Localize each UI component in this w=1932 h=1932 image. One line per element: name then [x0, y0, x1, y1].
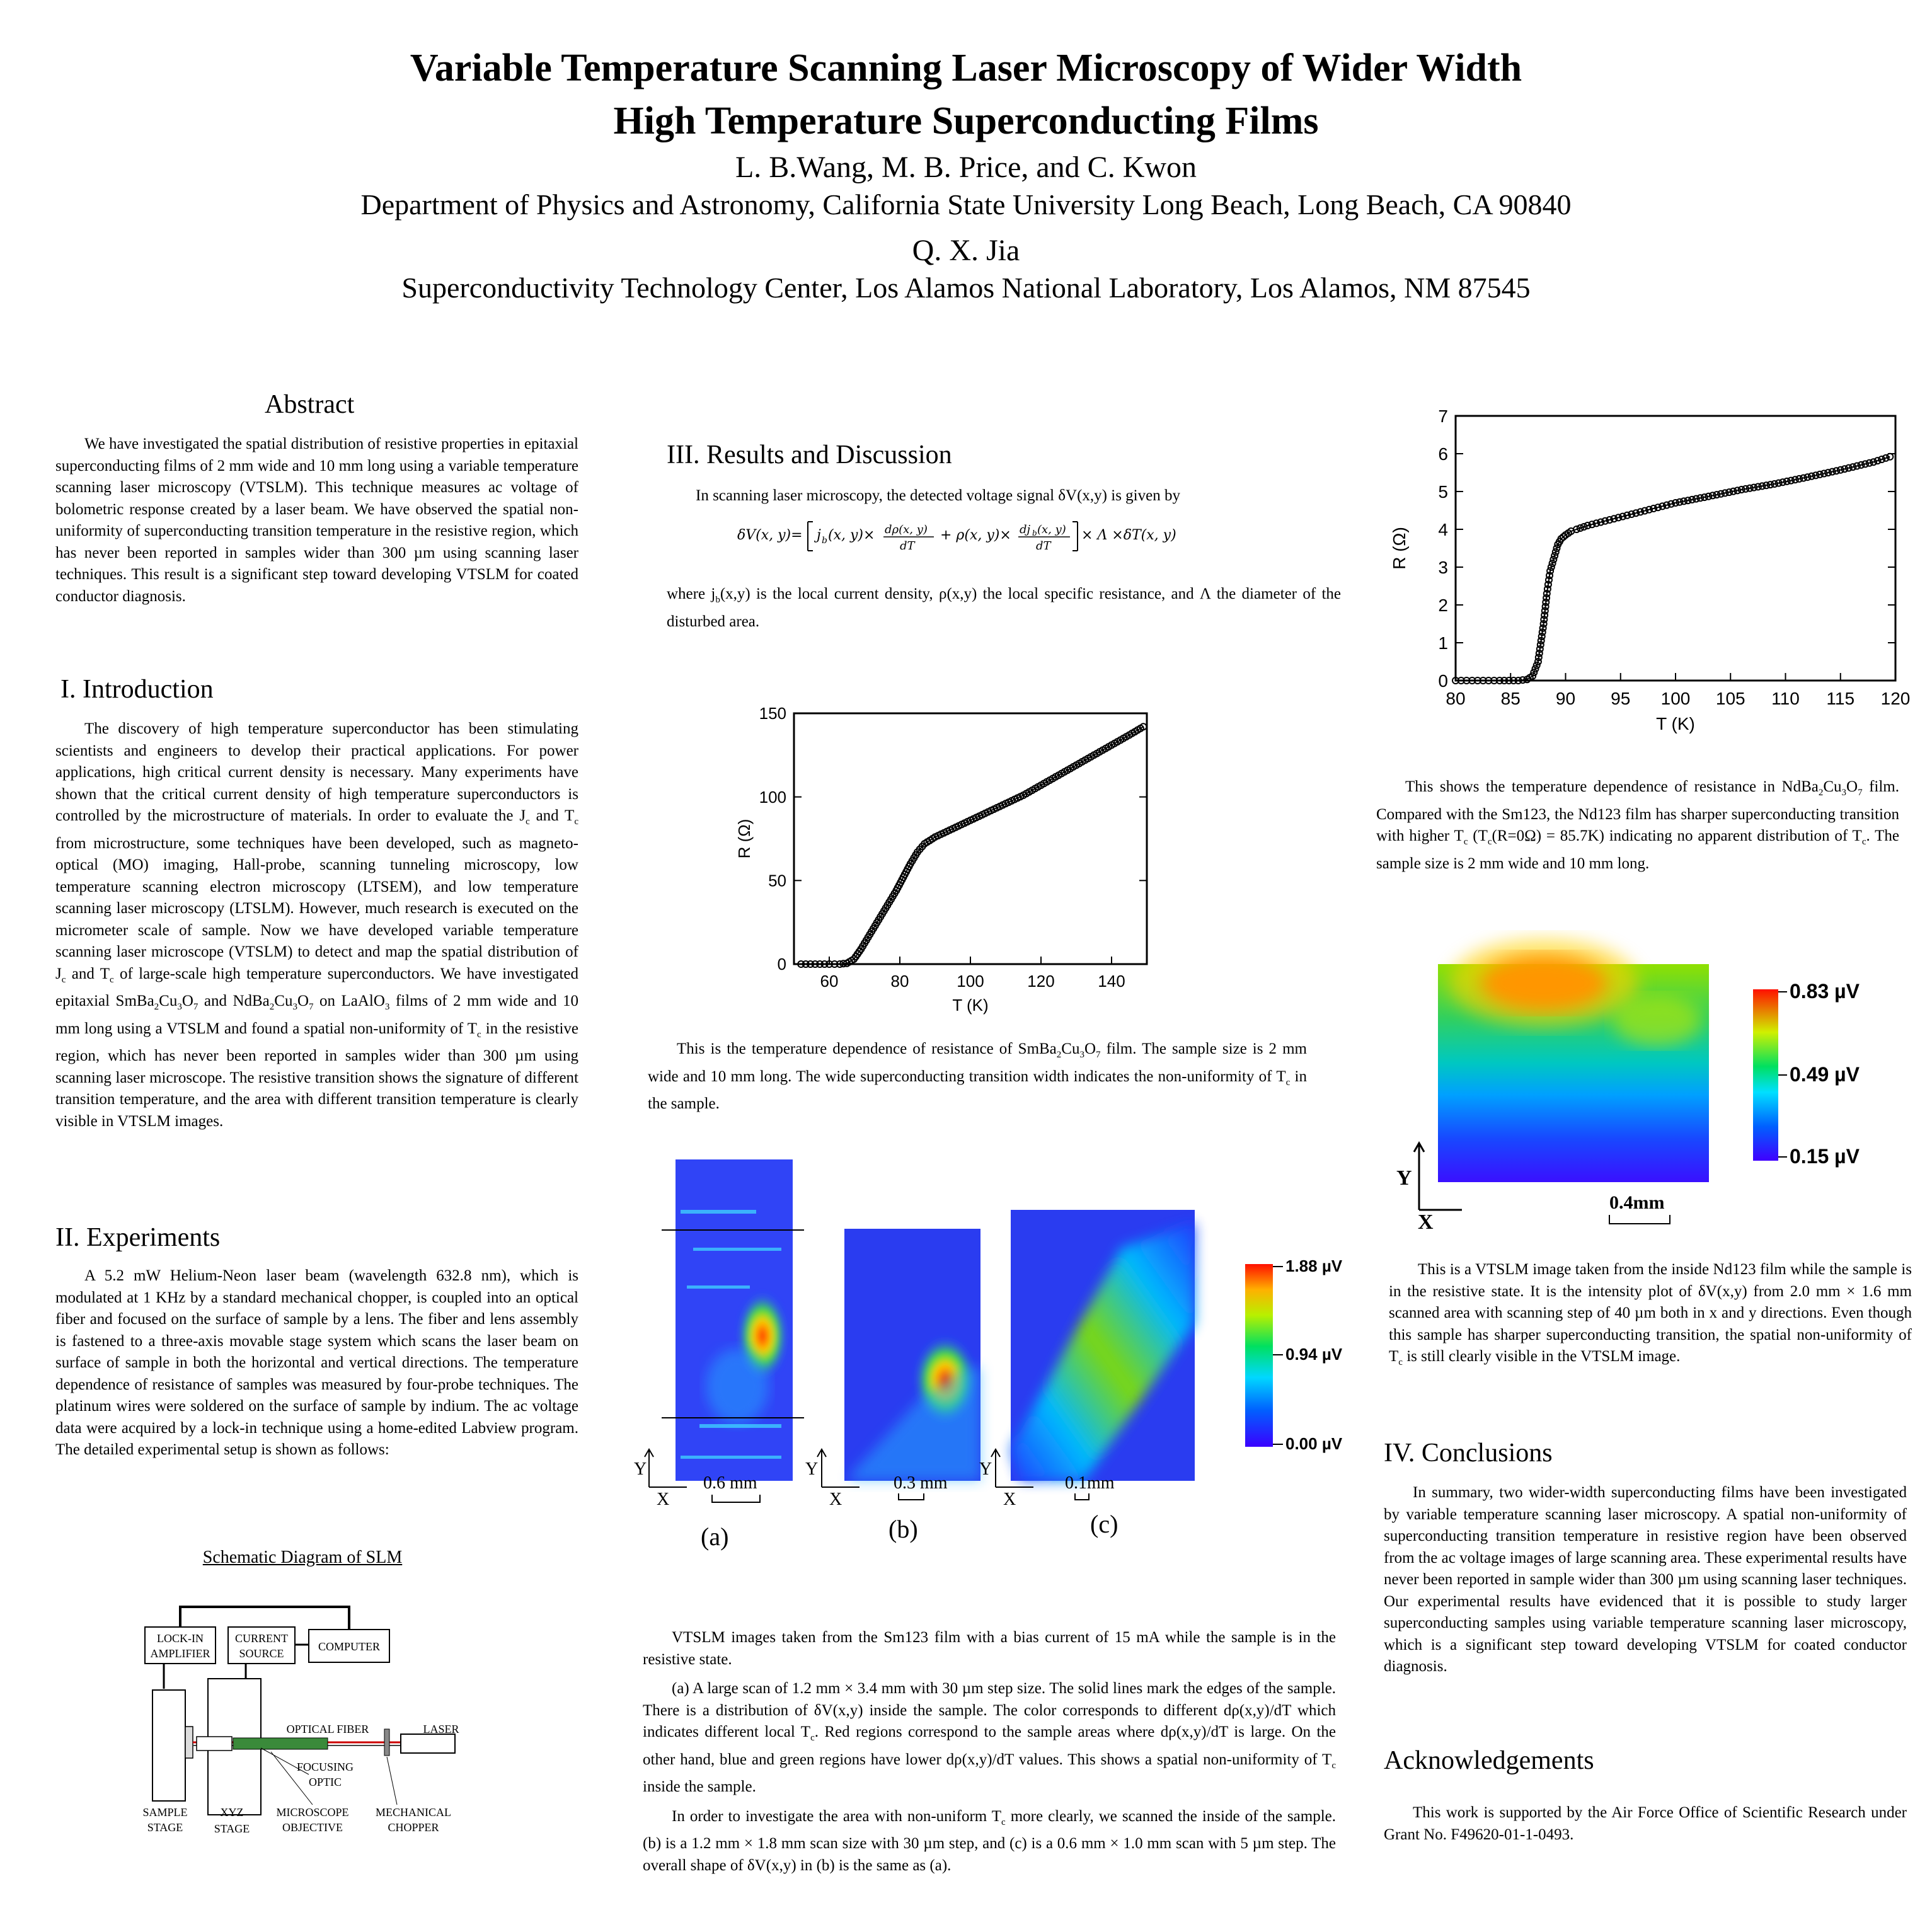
microscope-label-2: OBJECTIVE [282, 1821, 343, 1834]
x-tick-label: 100 [1660, 689, 1691, 708]
mechanical-chopper [384, 1729, 389, 1756]
svg-text:j: j [817, 527, 821, 543]
authors-secondary: Q. X. Jia [912, 234, 1020, 267]
y-tick-label: 7 [1438, 406, 1448, 426]
sample-stage-label-1: SAMPLE [142, 1806, 188, 1819]
computer-label: COMPUTER [318, 1640, 381, 1653]
svg-text:X: X [829, 1490, 842, 1509]
colorbar-mid: 0.94 µV [1285, 1345, 1343, 1364]
lock-in-label-1: LOCK-IN [157, 1632, 204, 1645]
title-line-2: High Temperature Superconducting Films [613, 100, 1319, 142]
nd123-resistance-chart [1380, 403, 1922, 769]
x-tick-label: 120 [1027, 972, 1055, 991]
x-axis-label: T (K) [952, 996, 989, 1015]
scale-b: 0.3 mm [894, 1473, 948, 1493]
nd-colorbar-mid: 0.49 µV [1790, 1063, 1860, 1086]
svg-text:δV(x, y)=: δV(x, y)= [737, 527, 803, 543]
optical-fiber-label: OPTICAL FIBER [286, 1723, 369, 1735]
abstract-text: We have investigated the spatial distribution of resistive properties in epitaxial superconducting films of 2 mm wide and 10 mm long using a variable temperature scanning laser microscopy (VTSLM). This technique measures ac voltage of bolometric response created by a laser beam. We have observed the spatial non-uniformity of superconducting transition temperature in the resistive region, which has never been reported in samples wider than 300 µm using scanning laser techniques. This result is a significant step toward developing VTSLM for coated conductor diagnosis. [55, 435, 578, 605]
sample-stage-label-2: STAGE [147, 1821, 183, 1834]
xyz-stage-label-1: XYZ [220, 1806, 244, 1819]
label-c: (c) [1090, 1510, 1118, 1538]
scale-a: 0.6 mm [703, 1473, 757, 1493]
y-tick-label: 50 [768, 871, 786, 890]
plot-frame [794, 713, 1147, 964]
affiliation-primary: Department of Physics and Astronomy, California State University Long Beach, Long Beach, CA 90840 [360, 188, 1572, 221]
affiliation-secondary: Superconductivity Technology Center, Los Alamos National Laboratory, Los Alamos, NM 87545 [401, 272, 1531, 304]
y-axis-label: R (Ω) [735, 819, 754, 859]
y-tick-label: 3 [1438, 557, 1448, 577]
introduction-heading: I. Introduction [60, 675, 214, 704]
focusing-label-2: OPTIC [308, 1776, 342, 1788]
svg-text:Y: Y [805, 1459, 819, 1479]
laser-label: LASER [423, 1723, 459, 1735]
xyz-stage-label-2: STAGE [214, 1822, 250, 1835]
x-tick-label: 95 [1611, 689, 1631, 708]
y-tick-label: 6 [1438, 444, 1448, 464]
x-tick-label: 80 [1446, 689, 1466, 708]
y-tick-label: 4 [1438, 519, 1448, 539]
nd-colorbar-max: 0.83 µV [1790, 980, 1860, 1003]
introduction-body [55, 718, 578, 1132]
y-tick-label: 2 [1438, 595, 1448, 615]
optical-fiber [233, 1738, 328, 1749]
lock-in-label-2: AMPLIFIER [150, 1647, 210, 1660]
colorbar-min: 0.00 µV [1285, 1434, 1343, 1453]
vtslm-image-a [662, 1159, 804, 1481]
svg-text:b: b [822, 536, 827, 546]
vtslm-caption: VTSLM images taken from the Sm123 film with a bias current of 15 mA while the sample is in the resistive state. (a) A large scan of 1.2 mm × 3.4 mm with 30 µm step size. The solid lines mark the edges of the sample. There is a distribution of δV(x,y) inside the sample. The color corresponds to different dρ(x,y)/dT which indicates different local $T_c$. Red regions correspond to the sample areas where dρ(x,y)/dT is large. On the other hand, blue and green regions have lower dρ(x,y)/dT values. This shows a spatial non-uniformity of $T_c$ inside the sample. In order to investigate the area with non-uniform $T_c$ more clearly, we scanned the inside of the sample. (b) is a 1.2 mm × 1.8 mm scan size with 30 µm step, and (c) is a 0.6 mm × 1.0 mm scan with 5 µm step. The overall shape of δV(x,y) in (b) is the same as (a). [643, 1629, 1336, 1874]
focusing-label-1: FOCUSING [296, 1761, 354, 1773]
svg-text:Y: Y [634, 1459, 647, 1479]
y-tick-label: 100 [759, 787, 786, 807]
x-tick-label: 115 [1826, 689, 1855, 708]
conclusions-text: In summary, two wider-width superconducting films have been investigated by variable temperature scanning laser microscopy. A spatial non-uniformity of superconducting transition temperature in resistive region have been observed from the ac voltage images of large scanning area. These experimental results have never been reported in sample wider than 300 µm using scanning laser techniques. Our experimental results have evidenced that it is possible to study larger superconducting samples using variable temperature scanning laser microscopy, which is a significant step toward developing VTSLM for coated conductor diagnosis. [1384, 1484, 1907, 1675]
vtslm-image-b [844, 1229, 980, 1481]
chopper-label-1: MECHANICAL [376, 1806, 451, 1819]
acknowledgements-text: This work is supported by the Air Force Office of Scientific Research under Grant No. F49620-01-1-0493. [1384, 1804, 1907, 1843]
x-tick-label: 110 [1771, 689, 1800, 708]
x-axis-label: T (K) [1656, 714, 1695, 733]
conclusions-body [1384, 1482, 1907, 1678]
y-tick-label: 5 [1438, 481, 1448, 502]
abstract-heading: Abstract [265, 390, 355, 419]
svg-text:X: X [1418, 1210, 1434, 1234]
colorbar-max: 1.88 µV [1285, 1256, 1343, 1275]
acknowledgements-heading: Acknowledgements [1384, 1746, 1594, 1775]
sm123-resistance-chart [718, 699, 1159, 1027]
svg-text:dT: dT [1036, 539, 1051, 553]
title-line-1: Variable Temperature Scanning Laser Microscopy of Wider Width [410, 47, 1522, 89]
sm123-caption: This is the temperature dependence of resistance of $SmBa_2Cu_3O_7$ film. The sample size is 2 mm wide and 10 mm long. The wide superconducting transition width indicates the non-uniformity of $T_c$ in the sample. [648, 1040, 1308, 1112]
experiments-body [55, 1265, 578, 1461]
nd-scale-bar: 0.4mm [1609, 1192, 1665, 1213]
y-tick-label: 1 [1438, 633, 1448, 653]
poster-title [0, 42, 1932, 147]
x-tick-label: 140 [1098, 972, 1125, 991]
nd123-vtslm-image [1393, 964, 1928, 1234]
schematic-diagram [126, 1594, 479, 1834]
nd123-image-caption: This is a VTSLM image taken from the inside Nd123 film while the sample is in the resistive state. It is the intensity plot of δV(x,y) from 2.0 mm × 1.6 mm scanned area with scanning step of 40 µm both in x and y directions. Even though this sample has sharper superconducting transition, the spatial non-uniformity of $T_c$ is still clearly visible in the VTSLM image. [1389, 1261, 1912, 1367]
microscope-label-1: MICROSCOPE [276, 1806, 349, 1819]
current-label-1: CURRENT [234, 1632, 289, 1645]
svg-text:dj: dj [1020, 523, 1031, 536]
svg-text:× Λ ×δT(x, y): × Λ ×δT(x, y) [1081, 527, 1176, 543]
svg-text:dρ(x, y): dρ(x, y) [885, 523, 928, 536]
chopper-label-2: CHOPPER [388, 1821, 439, 1834]
results-intro: In scanning laser microscopy, the detected voltage signal δV(x,y) is given by [696, 487, 1180, 504]
x-tick-label: 90 [1555, 689, 1576, 708]
results-heading: III. Results and Discussion [667, 440, 952, 469]
svg-text:+ ρ(x, y)×: + ρ(x, y)× [940, 527, 1011, 543]
x-tick-label: 105 [1715, 689, 1745, 708]
experiments-heading: II. Experiments [55, 1223, 221, 1252]
y-tick-label: 0 [777, 955, 786, 974]
svg-text:b: b [1032, 529, 1037, 538]
svg-text:Y: Y [979, 1459, 992, 1479]
signal-equation [737, 517, 1176, 555]
plot-frame [1456, 416, 1895, 681]
sm123-vtslm-images [634, 1159, 1361, 1575]
data-point [1887, 454, 1893, 460]
results-where: where $j_b(x,y)$ is the local current density, ρ(x,y) the local specific resistance, and Λ the diameter of the disturbed area. [667, 585, 1341, 630]
label-a: (a) [701, 1522, 729, 1551]
schematic-title: Schematic Diagram of SLM [202, 1548, 403, 1567]
y-axis-label: R (Ω) [1389, 527, 1409, 570]
laser-box [401, 1734, 455, 1753]
svg-text:Y: Y [1396, 1166, 1412, 1190]
y-tick-label: 150 [759, 704, 786, 723]
nd-colorbar-min: 0.15 µV [1790, 1145, 1860, 1168]
nd123-caption: This shows the temperature dependence of resistance in $NdBa_2Cu_3O_7$ film. Compared with the Sm123, the Nd123 film has sharper superconducting transition with higher $T_c$ $(T_c(R=0\Omega) = 85.7K)$ indicating no apparent distribution of $T_c$. The sample size is 2 mm wide and 10 mm long. [1376, 778, 1899, 872]
x-tick-label: 60 [820, 972, 839, 991]
colorbar-nd123 [1753, 989, 1778, 1161]
data-line [801, 727, 1143, 964]
experiments-text: A 5.2 mW Helium-Neon laser beam (wavelength 632.8 nm), which is modulated at 1 KHz by a standard mechanical chopper, is coupled into an optical fiber and focused on the surface of sample by a lens. The fiber and lens assembly is fastened to a three-axis movable stage system which scans the laser beam on surface of sample in both the horizontal and vertical directions. The temperature dependence of resistance of samples was measured by four-probe techniques. The platinum wires were soldered on the surface of sample by indium. The ac voltage data were acquired by a lock-in technique using a home-edited Labview program. The detailed experimental setup is shown as follows: [55, 1267, 578, 1458]
svg-text:dT: dT [900, 539, 915, 553]
x-tick-label: 85 [1500, 689, 1521, 708]
svg-text:X: X [1003, 1490, 1016, 1509]
introduction-text: The discovery of high temperature superconductor has been stimulating scientists and engineers to develop their practical applications. For power applications, high critical current density is necessary. Many experiments have shown that the critical current density of high temperature superconductors is controlled by the microstructure of materials. In order to evaluate the $J_c$ and $T_c$ from microstructure, some techniques have been developed, such as magneto-optical (MO) imaging, Hall-probe, scanning tunneling microscopy, low temperature scanning electron microscopy (LTSEM), and low temperature scanning laser microscopy (LTSLM). However, much research is executed on the micrometer scale of sample. Now we have developed variable temperature scanning laser microscope (VTSLM) to detect and map the spatial distribution of $J_c$ and $T_c$ of large-scale high temperature superconductors. We have investigated epitaxial $SmBa_2Cu_3O_7$ and $NdBa_2Cu_3O_7$ on LaAlO$_3$ films of 2 mm wide and 10 mm long using a VTSLM and found a spatial non-uniformity of $T_c$ in the resistive region, which has never been reported in samples wider than 300 µm using scanning laser microscope. The resistive transition shows the signature of different transition temperature, and the area with different transition temperature is clearly visible in VTSLM images. [55, 720, 579, 1130]
colorbar-sm123 [1245, 1264, 1273, 1447]
data-line [1456, 457, 1890, 681]
current-label-2: SOURCE [239, 1647, 284, 1660]
sample-stage [152, 1690, 185, 1801]
scale-c: 0.1mm [1065, 1473, 1115, 1493]
conclusions-heading: IV. Conclusions [1384, 1439, 1553, 1468]
x-tick-label: 80 [890, 972, 909, 991]
label-b: (b) [888, 1515, 918, 1543]
authors-primary: L. B.Wang, M. B. Price, and C. Kwon [735, 151, 1197, 184]
vtslm-image-c [1011, 1210, 1195, 1481]
svg-text:(x, y): (x, y) [1037, 523, 1066, 536]
x-tick-label: 120 [1880, 689, 1911, 708]
svg-text:(x, y)×: (x, y)× [828, 527, 875, 543]
abstract-body [55, 434, 578, 607]
svg-text:X: X [657, 1490, 670, 1509]
y-tick-label: 0 [1438, 670, 1448, 691]
acknowledgements-body [1384, 1802, 1907, 1846]
x-tick-label: 100 [957, 972, 984, 991]
